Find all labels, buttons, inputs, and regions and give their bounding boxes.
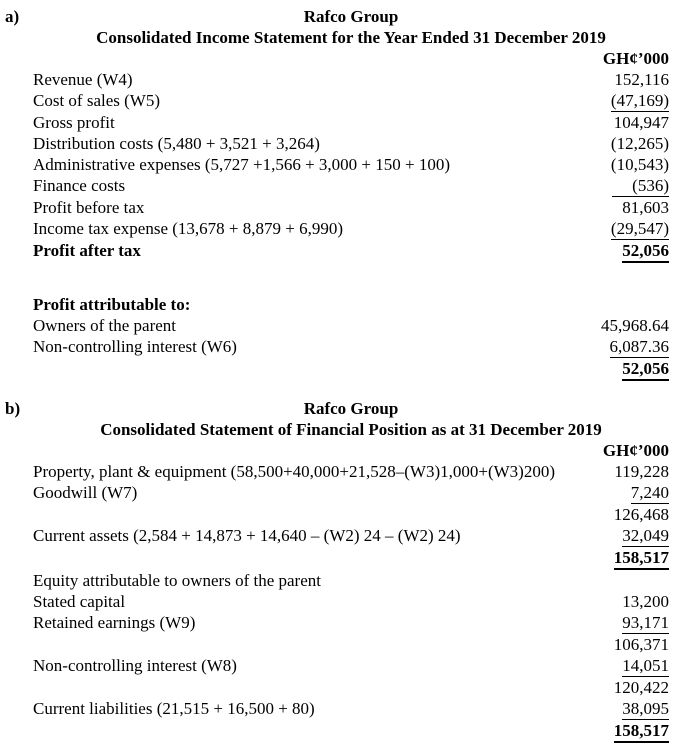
company-name: Rafco Group [303,399,399,418]
row-label: Owners of the parent [33,316,177,335]
row-value: 6,087.36 [609,337,669,356]
row-value: 158,517 [614,547,669,570]
row-profit-before-tax [33,197,669,218]
row-profit-attributable-total [33,358,669,381]
income-statement-section [5,6,669,381]
row-value: 45,968.64 [601,316,669,335]
row-label: Profit after tax [33,241,141,260]
row-label: Cost of sales (W5) [33,91,161,110]
row-revenue [33,69,669,90]
row-administrative-expenses [33,154,669,175]
row-ppe [33,461,669,482]
row-retained-earnings [33,612,669,634]
part-label-b: b) [5,399,21,418]
row-value: (536) [612,175,669,197]
row-total-equity-and-liabilities [33,720,669,743]
statement-title: Consolidated Statement of Financial Position as at 31 December 2019 [100,420,602,439]
row-value: (12,265) [610,134,669,153]
row-non-controlling-interest [33,336,669,358]
row-cost-of-sales [33,90,669,112]
row-owners-of-parent [33,315,669,336]
row-value: 32,049 [622,526,669,545]
row-label: Gross profit [33,113,115,132]
row-current-liabilities [33,698,669,720]
row-income-tax-expense [33,218,669,240]
currency-unit-header: GH¢’000 [602,441,669,460]
row-label: Equity attributable to owners of the parent [33,571,321,590]
row-label: Retained earnings (W9) [33,613,196,632]
row-value: 106,371 [613,635,669,654]
financial-position-section [5,398,669,743]
row-equity-heading [33,570,669,591]
row-value: 52,056 [622,358,669,381]
row-value: 93,171 [622,613,669,632]
part-label-a: a) [5,7,20,26]
row-distribution-costs [33,133,669,154]
row-label: Non-controlling interest (W6) [33,337,237,356]
row-value: 13,200 [622,592,669,611]
row-label: Property, plant & equipment (58,500+40,000+21,528–(W3)1,000+(W3)200) [33,462,555,481]
row-value: 126,468 [613,505,669,524]
row-value: 120,422 [613,678,669,697]
row-current-assets [33,525,669,547]
row-value: 119,228 [614,462,669,481]
row-value: 38,095 [622,699,669,718]
row-label: Goodwill (W7) [33,483,138,502]
row-label: Non-controlling interest (W8) [33,656,237,675]
financial-position-rows [33,461,669,743]
row-goodwill [33,482,669,504]
row-label: Distribution costs (5,480 + 3,521 + 3,264) [33,134,320,153]
row-label: Current liabilities (21,515 + 16,500 + 80) [33,699,315,718]
row-value: 158,517 [614,720,669,743]
row-value: (10,543) [610,155,669,174]
row-label: Finance costs [33,176,126,195]
row-value: 104,947 [613,113,669,132]
row-label: Current assets (2,584 + 14,873 + 14,640 – (W2) 24 – (W2) 24) [33,526,461,545]
row-finance-costs [33,175,669,197]
row-label: Profit before tax [33,198,145,217]
row-profit-attributable-heading [33,294,669,315]
row-profit-after-tax [33,240,669,263]
company-name: Rafco Group [303,7,399,26]
row-value: 152,116 [614,70,669,89]
row-label: Administrative expenses (5,727 +1,566 + 3,000 + 150 + 100) [33,155,451,174]
row-total-assets [33,547,669,570]
row-label: Stated capital [33,592,126,611]
row-value: 52,056 [622,240,669,263]
row-value: (47,169) [610,91,669,110]
row-label: Profit attributable to: [33,295,191,314]
row-value: 14,051 [622,656,669,675]
row-value: 81,603 [622,198,669,217]
row-total-equity-subtotal [33,677,669,698]
row-parent-equity-subtotal [33,634,669,655]
row-gross-profit [33,112,669,133]
row-label: Income tax expense (13,678 + 8,879 + 6,990) [33,219,343,238]
row-stated-capital [33,591,669,612]
row-value: 7,240 [630,483,669,502]
row-non-current-assets-subtotal [33,504,669,525]
row-non-controlling-interest [33,655,669,677]
currency-unit-header: GH¢’000 [602,49,669,68]
statement-title: Consolidated Income Statement for the Year Ended 31 December 2019 [96,28,606,47]
row-value: (29,547) [610,219,669,238]
row-label: Revenue (W4) [33,70,133,89]
income-statement-rows [33,69,669,381]
